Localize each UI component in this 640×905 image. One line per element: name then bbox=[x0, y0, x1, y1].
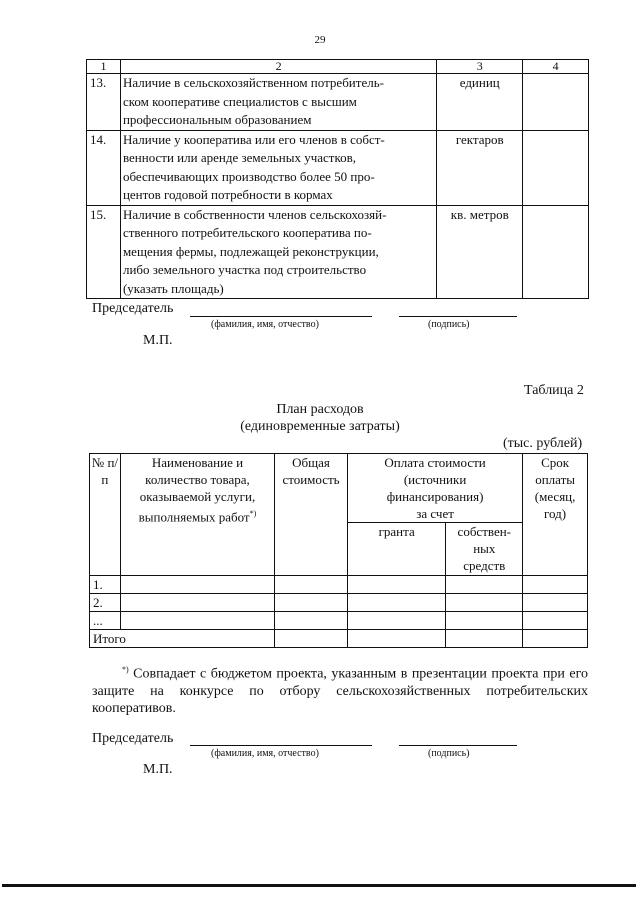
row-line: венности или аренде земельных участков, bbox=[122, 150, 357, 165]
cell bbox=[120, 594, 274, 612]
header-own-funds bbox=[446, 523, 523, 576]
cell bbox=[446, 576, 523, 594]
header-line: (месяц, bbox=[534, 489, 576, 504]
row-description bbox=[120, 130, 436, 205]
table-header-row bbox=[90, 454, 588, 523]
row-unit: гектаров bbox=[437, 130, 523, 205]
header-line: оплаты bbox=[535, 472, 575, 487]
sign-caption: (подпись) bbox=[428, 748, 470, 759]
stamp-placeholder: М.П. bbox=[143, 762, 173, 777]
name-signature-line bbox=[190, 745, 372, 746]
cell bbox=[275, 612, 348, 630]
header-number: № п/п bbox=[90, 454, 121, 576]
row-number: 14. bbox=[87, 130, 121, 205]
row-number: ... bbox=[90, 612, 121, 630]
row-number: 15. bbox=[87, 205, 121, 299]
row-line: Наличие в сельскохозяйственном потребитель- bbox=[122, 75, 384, 90]
table-row bbox=[87, 205, 589, 299]
total-row bbox=[90, 630, 588, 648]
name-caption: (фамилия, имя, отчество) bbox=[211, 748, 319, 759]
cell bbox=[446, 630, 523, 648]
header-line: стоимость bbox=[282, 472, 340, 487]
row-line: обеспечивающих производство более 50 про- bbox=[122, 168, 375, 184]
row-number: 2. bbox=[90, 594, 121, 612]
cell bbox=[523, 594, 588, 612]
cell bbox=[347, 630, 445, 648]
header-cell-1: 1 bbox=[87, 60, 121, 74]
table-subtitle: (единовременные затраты) bbox=[240, 419, 400, 434]
row-description bbox=[120, 74, 436, 131]
sign-caption: (подпись) bbox=[428, 319, 470, 330]
cell bbox=[275, 630, 348, 648]
cell bbox=[347, 576, 445, 594]
cell bbox=[120, 612, 274, 630]
header-cell-4: 4 bbox=[523, 60, 589, 74]
header-line: Оплата стоимости bbox=[384, 455, 486, 470]
stamp-placeholder: М.П. bbox=[143, 333, 173, 348]
header-cell-3: 3 bbox=[437, 60, 523, 74]
table-row bbox=[90, 576, 588, 594]
row-line: Наличие в собственности членов сельскохозяй- bbox=[122, 206, 387, 222]
row-number: 13. bbox=[87, 74, 121, 131]
row-line: ском кооперативе специалистов с высшим bbox=[122, 93, 357, 109]
row-line: мещения фермы, подлежащей реконструкции, bbox=[122, 243, 379, 259]
total-label: Итого bbox=[90, 630, 275, 648]
header-term bbox=[523, 454, 588, 576]
row-unit: единиц bbox=[437, 74, 523, 131]
row-line: либо земельного участка под строительство bbox=[122, 262, 367, 277]
cell bbox=[347, 612, 445, 630]
row-value bbox=[523, 130, 589, 205]
header-line: собствен- bbox=[457, 524, 512, 539]
row-description bbox=[120, 205, 436, 299]
header-line bbox=[121, 505, 274, 525]
header-line: ных bbox=[473, 541, 496, 556]
footnote-text: Совпадает с бюджетом проекта, указанным в презентации проекта при его защите на конкурсе по отбору сельскохозяйственных потребительских кооперативов. bbox=[92, 666, 588, 716]
row-line: профессиональным образованием bbox=[122, 112, 312, 127]
cell bbox=[275, 594, 348, 612]
row-line: Наличие у кооператива или его членов в собст- bbox=[122, 131, 385, 147]
table-row bbox=[87, 130, 589, 205]
header-line: финансирования) bbox=[386, 489, 484, 504]
expense-plan-table bbox=[89, 453, 588, 648]
row-line: центов годовой потребности в кормах bbox=[122, 187, 333, 202]
header-line: за счет bbox=[416, 506, 454, 521]
table-title: План расходов bbox=[276, 402, 364, 417]
table-header-row bbox=[87, 60, 589, 74]
header-line: оказываемой услуги, bbox=[139, 489, 256, 504]
header-line: год) bbox=[544, 506, 567, 521]
header-cell-2: 2 bbox=[120, 60, 436, 74]
header-total bbox=[275, 454, 348, 576]
row-number: 1. bbox=[90, 576, 121, 594]
cell bbox=[523, 612, 588, 630]
signature-line bbox=[399, 745, 517, 746]
table-number-label: Таблица 2 bbox=[524, 383, 584, 398]
page-number: 29 bbox=[314, 34, 326, 46]
signature-line bbox=[399, 316, 517, 317]
header-line: Наименование и bbox=[151, 455, 244, 470]
row-line: (указать площадь) bbox=[122, 280, 224, 296]
page-bottom-rule bbox=[2, 884, 636, 887]
row-value bbox=[523, 74, 589, 131]
footnote-mark: *) bbox=[249, 509, 257, 518]
cell bbox=[523, 630, 588, 648]
table-row bbox=[90, 594, 588, 612]
header-line-text: выполняемых работ bbox=[138, 509, 250, 525]
row-unit: кв. метров bbox=[437, 205, 523, 299]
footnote-mark: *) bbox=[122, 665, 129, 674]
criteria-table bbox=[86, 59, 589, 299]
header-line: средств bbox=[463, 558, 506, 573]
row-line: ственного потребительского кооператива по- bbox=[122, 225, 372, 240]
units-label: (тыс. рублей) bbox=[503, 436, 583, 451]
header-line: (источники bbox=[403, 472, 467, 487]
name-caption: (фамилия, имя, отчество) bbox=[211, 319, 319, 330]
header-grant: гранта bbox=[347, 523, 445, 576]
table-row bbox=[87, 74, 589, 131]
header-line: количество товара, bbox=[145, 472, 250, 487]
cell bbox=[347, 594, 445, 612]
chairman-label: Председатель bbox=[92, 301, 174, 316]
header-line: Срок bbox=[541, 455, 570, 470]
footnote bbox=[92, 661, 588, 717]
chairman-label: Председатель bbox=[92, 731, 174, 746]
header-line: Общая bbox=[292, 455, 330, 470]
cell bbox=[523, 576, 588, 594]
header-name bbox=[120, 454, 274, 576]
cell bbox=[446, 612, 523, 630]
cell bbox=[120, 576, 274, 594]
table-row bbox=[90, 612, 588, 630]
row-value bbox=[523, 205, 589, 299]
cell bbox=[446, 594, 523, 612]
header-payment bbox=[347, 454, 522, 523]
cell bbox=[275, 576, 348, 594]
name-signature-line bbox=[190, 316, 372, 317]
